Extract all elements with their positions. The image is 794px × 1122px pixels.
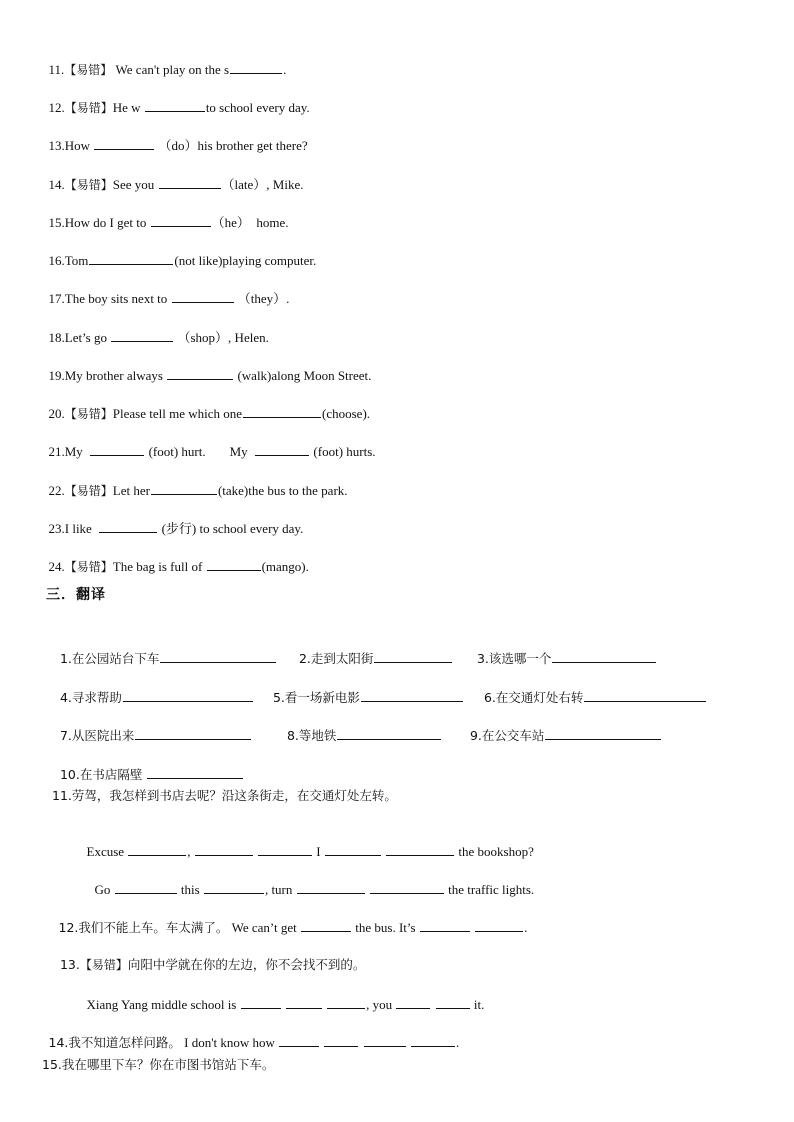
answer-blank[interactable] bbox=[241, 996, 281, 1009]
answer-blank[interactable] bbox=[286, 996, 322, 1009]
answer-blank[interactable] bbox=[135, 727, 251, 740]
translation-item-11-line1: Excuse , I the bookshop? bbox=[86, 844, 534, 859]
answer-blank[interactable] bbox=[159, 176, 221, 189]
question-17: 17.The boy sits next to （they）. bbox=[48, 291, 290, 306]
translation-item-10: 10.在书店隔壁 bbox=[52, 750, 244, 783]
answer-blank[interactable] bbox=[420, 919, 470, 932]
section-heading-translation: 三．翻译 bbox=[46, 587, 106, 603]
error-prone-tag: 【易错】 bbox=[79, 958, 128, 972]
translation-item-3: 3.该选哪一个 bbox=[469, 634, 657, 667]
question-14: 14.【易错】See you （late）, Mike. bbox=[48, 177, 304, 192]
answer-blank[interactable] bbox=[99, 520, 157, 533]
translation-item-7: 7.从医院出来 bbox=[52, 711, 252, 744]
answer-blank[interactable] bbox=[151, 214, 211, 227]
answer-blank[interactable] bbox=[327, 996, 365, 1009]
question-21: 21.My (foot) hurt. My (foot) hurts. bbox=[48, 444, 376, 459]
answer-blank[interactable] bbox=[243, 405, 321, 418]
answer-blank[interactable] bbox=[147, 766, 243, 779]
translation-item-4: 4.寻求帮助 bbox=[52, 673, 254, 706]
answer-blank[interactable] bbox=[90, 443, 144, 456]
answer-blank[interactable] bbox=[258, 843, 312, 856]
answer-blank[interactable] bbox=[552, 650, 656, 663]
answer-blank[interactable] bbox=[297, 881, 365, 894]
answer-blank[interactable] bbox=[111, 329, 173, 342]
translation-item-9: 9.在公交车站 bbox=[462, 711, 662, 744]
translation-item-12: 12.我们不能上车。车太满了。 We can’t get the bus. It’s . bbox=[58, 920, 528, 935]
answer-blank[interactable] bbox=[324, 1034, 358, 1047]
translation-item-14: 14.我不知道怎样问路。 I don't know how . bbox=[48, 1035, 460, 1050]
question-16: 16.Tom (not like)playing computer. bbox=[48, 253, 317, 268]
question-11: 11.【易错】 We can't play on the s . bbox=[48, 62, 287, 77]
answer-blank[interactable] bbox=[475, 919, 523, 932]
translation-item-15-prompt: 15.我在哪里下车？你在市图书馆站下车。 bbox=[42, 1057, 275, 1072]
answer-blank[interactable] bbox=[545, 727, 661, 740]
answer-blank[interactable] bbox=[89, 252, 173, 265]
error-prone-tag: 【易错】 bbox=[64, 560, 113, 574]
answer-blank[interactable] bbox=[325, 843, 381, 856]
answer-blank[interactable] bbox=[145, 99, 205, 112]
question-number: 11. bbox=[48, 62, 65, 77]
answer-blank[interactable] bbox=[151, 482, 217, 495]
translation-item-5: 5.看一场新电影 bbox=[265, 673, 464, 706]
question-23: 23.I like (步行) to school every day. bbox=[48, 521, 304, 536]
answer-blank[interactable] bbox=[279, 1034, 319, 1047]
question-13: 13.How （do）his brother get there? bbox=[48, 138, 308, 153]
translation-item-1: 1.在公园站台下车 bbox=[52, 634, 277, 667]
answer-blank[interactable] bbox=[172, 290, 234, 303]
answer-blank[interactable] bbox=[411, 1034, 455, 1047]
answer-blank[interactable] bbox=[301, 919, 351, 932]
question-18: 18.Let’s go （shop）, Helen. bbox=[48, 330, 269, 345]
question-24: 24.【易错】The bag is full of (mango). bbox=[48, 559, 309, 574]
answer-blank[interactable] bbox=[230, 61, 282, 74]
answer-blank[interactable] bbox=[337, 727, 441, 740]
answer-blank[interactable] bbox=[207, 558, 261, 571]
question-15: 15.How do I get to （he） home. bbox=[48, 215, 289, 230]
answer-blank[interactable] bbox=[167, 367, 233, 380]
answer-blank[interactable] bbox=[386, 843, 454, 856]
question-22: 22.【易错】Let her (take)the bus to the park. bbox=[48, 483, 348, 498]
translation-item-13-prompt: 13.【易错】向阳中学就在你的左边，你不会找不到的。 bbox=[59, 957, 366, 972]
answer-blank[interactable] bbox=[123, 689, 253, 702]
answer-blank[interactable] bbox=[128, 843, 186, 856]
answer-blank[interactable] bbox=[255, 443, 309, 456]
translation-item-11-line2: Go this , turn the traffic lights. bbox=[94, 882, 535, 897]
answer-blank[interactable] bbox=[115, 881, 177, 894]
error-prone-tag: 【易错】 bbox=[64, 484, 113, 498]
answer-blank[interactable] bbox=[436, 996, 470, 1009]
answer-blank[interactable] bbox=[364, 1034, 406, 1047]
answer-blank[interactable] bbox=[160, 650, 276, 663]
error-prone-tag: 【易错】 bbox=[64, 407, 113, 421]
question-19: 19.My brother always (walk)along Moon Street. bbox=[48, 368, 372, 383]
answer-blank[interactable] bbox=[396, 996, 430, 1009]
translation-item-11-prompt: 11.劳驾，我怎样到书店去呢？沿这条街走，在交通灯处左转。 bbox=[52, 788, 397, 803]
translation-item-2: 2.走到太阳街 bbox=[291, 634, 453, 667]
translation-item-6: 6.在交通灯处右转 bbox=[476, 673, 707, 706]
answer-blank[interactable] bbox=[195, 843, 253, 856]
question-20: 20.【易错】Please tell me which one (choose). bbox=[48, 406, 371, 421]
error-prone-tag: 【易错】 bbox=[64, 63, 113, 77]
error-prone-tag: 【易错】 bbox=[64, 101, 113, 115]
answer-blank[interactable] bbox=[584, 689, 706, 702]
answer-blank[interactable] bbox=[94, 137, 154, 150]
translation-item-13-line: Xiang Yang middle school is , you it. bbox=[86, 997, 485, 1012]
answer-blank[interactable] bbox=[204, 881, 264, 894]
error-prone-tag: 【易错】 bbox=[64, 178, 113, 192]
answer-blank[interactable] bbox=[370, 881, 444, 894]
translation-item-8: 8.等地铁 bbox=[279, 711, 442, 744]
question-12: 12.【易错】He w to school every day. bbox=[48, 100, 310, 115]
answer-blank[interactable] bbox=[361, 689, 463, 702]
answer-blank[interactable] bbox=[374, 650, 452, 663]
